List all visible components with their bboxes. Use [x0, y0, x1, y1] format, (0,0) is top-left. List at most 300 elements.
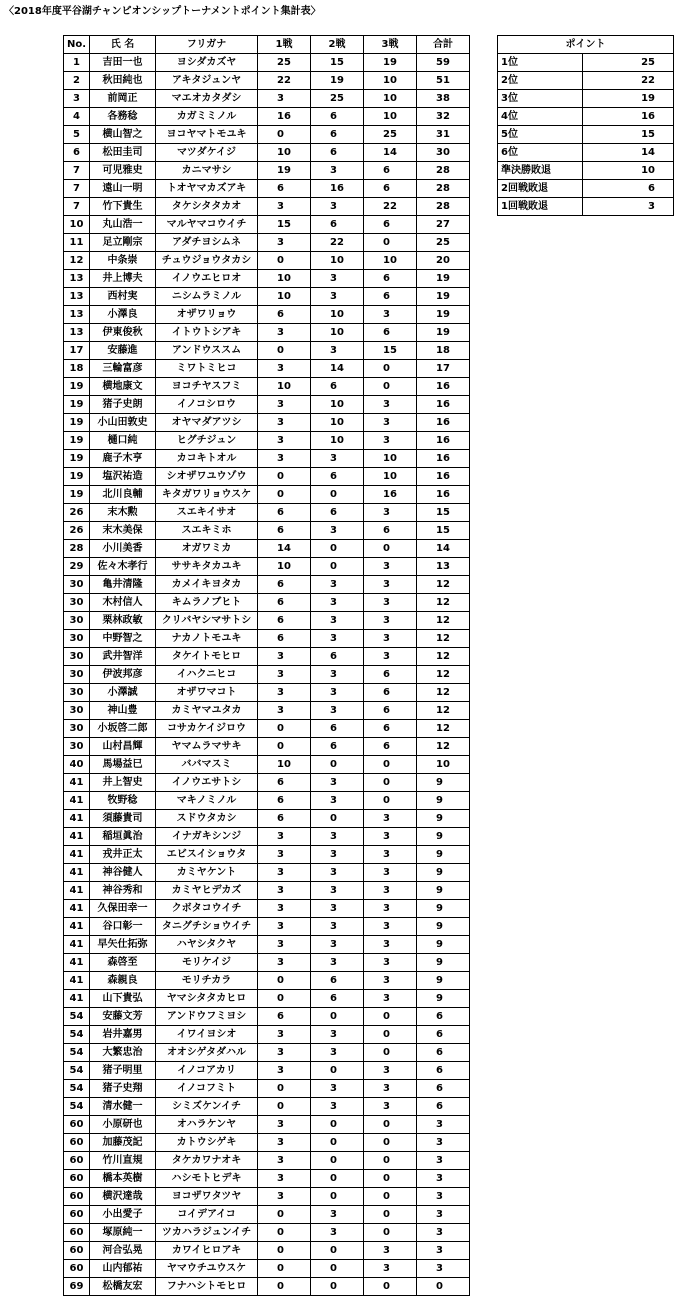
round1-cell: 6 — [258, 810, 311, 828]
rank-cell: 54 — [64, 1062, 90, 1080]
round3-cell: 0 — [364, 378, 417, 396]
round3-cell: 6 — [364, 270, 417, 288]
round1-cell: 3 — [258, 828, 311, 846]
rank-cell: 54 — [64, 1080, 90, 1098]
round2-cell: 6 — [311, 216, 364, 234]
round2-cell: 0 — [311, 810, 364, 828]
total-cell: 38 — [417, 90, 470, 108]
total-cell: 16 — [417, 432, 470, 450]
table-row — [64, 270, 470, 288]
round3-cell: 3 — [364, 990, 417, 1008]
table-row — [64, 972, 470, 990]
name-cell: 小原研也 — [90, 1116, 156, 1134]
round1-cell: 3 — [258, 684, 311, 702]
table-row — [64, 504, 470, 522]
round1-cell: 3 — [258, 432, 311, 450]
total-cell: 3 — [417, 1134, 470, 1152]
header-total: 合計 — [417, 36, 470, 54]
total-cell: 12 — [417, 630, 470, 648]
table-row — [64, 1260, 470, 1278]
total-cell: 3 — [417, 1152, 470, 1170]
placement-points: 15 — [583, 126, 674, 144]
furigana-cell: ヒグチジュン — [156, 432, 258, 450]
rank-cell: 26 — [64, 504, 90, 522]
furigana-cell: マツダケイジ — [156, 144, 258, 162]
furigana-cell: スドウタカシ — [156, 810, 258, 828]
table-row — [64, 954, 470, 972]
furigana-cell: アンドウフミヨシ — [156, 1008, 258, 1026]
furigana-cell: マキノミノル — [156, 792, 258, 810]
table-row — [64, 1278, 470, 1296]
rank-cell: 30 — [64, 666, 90, 684]
furigana-cell: シミズケンイチ — [156, 1098, 258, 1116]
rank-cell: 10 — [64, 216, 90, 234]
round2-cell: 0 — [311, 1170, 364, 1188]
rank-cell: 41 — [64, 936, 90, 954]
point-rules-body — [498, 54, 674, 216]
furigana-cell: クリバヤシマサトシ — [156, 612, 258, 630]
round1-cell: 6 — [258, 180, 311, 198]
round1-cell: 3 — [258, 1170, 311, 1188]
table-row — [64, 90, 470, 108]
name-cell: 末木勲 — [90, 504, 156, 522]
table-row — [64, 1206, 470, 1224]
furigana-cell: オガワミカ — [156, 540, 258, 558]
round2-cell: 0 — [311, 540, 364, 558]
round3-cell: 3 — [364, 504, 417, 522]
name-cell: 小山田敦史 — [90, 414, 156, 432]
round2-cell: 10 — [311, 396, 364, 414]
table-row — [64, 486, 470, 504]
total-cell: 9 — [417, 846, 470, 864]
rank-cell: 19 — [64, 486, 90, 504]
total-cell: 12 — [417, 702, 470, 720]
round3-cell: 3 — [364, 972, 417, 990]
round1-cell: 25 — [258, 54, 311, 72]
round1-cell: 0 — [258, 126, 311, 144]
name-cell: 木村信人 — [90, 594, 156, 612]
rank-cell: 7 — [64, 162, 90, 180]
round3-cell: 10 — [364, 450, 417, 468]
total-cell: 28 — [417, 198, 470, 216]
round3-cell: 3 — [364, 630, 417, 648]
table-row — [64, 1116, 470, 1134]
total-cell: 9 — [417, 864, 470, 882]
table-row — [64, 792, 470, 810]
round2-cell: 6 — [311, 720, 364, 738]
rank-cell: 5 — [64, 126, 90, 144]
total-cell: 9 — [417, 936, 470, 954]
name-cell: 足立剛宗 — [90, 234, 156, 252]
name-cell: 横山智之 — [90, 126, 156, 144]
total-cell: 6 — [417, 1098, 470, 1116]
round2-cell: 10 — [311, 414, 364, 432]
table-row — [64, 1134, 470, 1152]
furigana-cell: キタガワリョウスケ — [156, 486, 258, 504]
round2-cell: 0 — [311, 1188, 364, 1206]
rank-cell: 60 — [64, 1134, 90, 1152]
furigana-cell: オザワリョウ — [156, 306, 258, 324]
table-row — [64, 936, 470, 954]
furigana-cell: イノコシロウ — [156, 396, 258, 414]
table-row — [64, 324, 470, 342]
total-cell: 9 — [417, 774, 470, 792]
furigana-cell: ツカハラジュンイチ — [156, 1224, 258, 1242]
round3-cell: 3 — [364, 954, 417, 972]
round3-cell: 3 — [364, 864, 417, 882]
rank-cell: 41 — [64, 882, 90, 900]
round2-cell: 10 — [311, 252, 364, 270]
round3-cell: 19 — [364, 54, 417, 72]
total-cell: 9 — [417, 900, 470, 918]
round2-cell: 3 — [311, 666, 364, 684]
table-row — [64, 180, 470, 198]
name-cell: 竹下貴生 — [90, 198, 156, 216]
name-cell: 安藤進 — [90, 342, 156, 360]
name-cell: 小出愛子 — [90, 1206, 156, 1224]
round2-cell: 3 — [311, 1224, 364, 1242]
rank-cell: 41 — [64, 846, 90, 864]
total-cell: 12 — [417, 594, 470, 612]
round1-cell: 3 — [258, 666, 311, 684]
placement-label: 2位 — [498, 72, 583, 90]
rank-cell: 28 — [64, 540, 90, 558]
table-row — [64, 1188, 470, 1206]
round3-cell: 3 — [364, 1098, 417, 1116]
name-cell: 森啓至 — [90, 954, 156, 972]
furigana-cell: オヤマダアツシ — [156, 414, 258, 432]
round2-cell: 3 — [311, 1080, 364, 1098]
table-row — [64, 540, 470, 558]
rank-cell: 30 — [64, 630, 90, 648]
round2-cell: 6 — [311, 144, 364, 162]
table-row — [64, 1008, 470, 1026]
furigana-cell: エビスイショウタ — [156, 846, 258, 864]
round3-cell: 0 — [364, 774, 417, 792]
round3-cell: 3 — [364, 828, 417, 846]
round3-cell: 0 — [364, 1026, 417, 1044]
name-cell: 塚原純一 — [90, 1224, 156, 1242]
round3-cell: 0 — [364, 1152, 417, 1170]
name-cell: 中野智之 — [90, 630, 156, 648]
total-cell: 6 — [417, 1062, 470, 1080]
round3-cell: 0 — [364, 1170, 417, 1188]
round2-cell: 3 — [311, 342, 364, 360]
name-cell: 橋本英樹 — [90, 1170, 156, 1188]
round3-cell: 6 — [364, 738, 417, 756]
rank-cell: 41 — [64, 954, 90, 972]
round2-cell: 3 — [311, 936, 364, 954]
round1-cell: 10 — [258, 144, 311, 162]
furigana-cell: ハシモトヒデキ — [156, 1170, 258, 1188]
name-cell: 神谷秀和 — [90, 882, 156, 900]
placement-points: 22 — [583, 72, 674, 90]
round3-cell: 6 — [364, 216, 417, 234]
rank-cell: 41 — [64, 810, 90, 828]
table-row — [64, 576, 470, 594]
round3-cell: 22 — [364, 198, 417, 216]
name-cell: 松田圭司 — [90, 144, 156, 162]
round1-cell: 6 — [258, 1008, 311, 1026]
table-row — [64, 648, 470, 666]
total-cell: 16 — [417, 396, 470, 414]
round1-cell: 0 — [258, 252, 311, 270]
total-cell: 25 — [417, 234, 470, 252]
name-cell: 清水健一 — [90, 1098, 156, 1116]
round3-cell: 10 — [364, 468, 417, 486]
total-cell: 12 — [417, 684, 470, 702]
round1-cell: 14 — [258, 540, 311, 558]
point-rule-row — [498, 144, 674, 162]
round2-cell: 3 — [311, 954, 364, 972]
name-cell: 吉田一也 — [90, 54, 156, 72]
total-cell: 15 — [417, 522, 470, 540]
round1-cell: 3 — [258, 900, 311, 918]
table-row — [64, 612, 470, 630]
round2-cell: 25 — [311, 90, 364, 108]
round3-cell: 3 — [364, 558, 417, 576]
rank-cell: 60 — [64, 1170, 90, 1188]
round1-cell: 0 — [258, 1098, 311, 1116]
name-cell: 西村実 — [90, 288, 156, 306]
table-row — [64, 846, 470, 864]
table-row — [64, 810, 470, 828]
round3-cell: 0 — [364, 792, 417, 810]
furigana-cell: カワイヒロアキ — [156, 1242, 258, 1260]
name-cell: 井上智史 — [90, 774, 156, 792]
round3-cell: 3 — [364, 882, 417, 900]
furigana-cell: イノコアカリ — [156, 1062, 258, 1080]
rank-cell: 30 — [64, 648, 90, 666]
total-cell: 9 — [417, 918, 470, 936]
round3-cell: 10 — [364, 90, 417, 108]
total-cell: 17 — [417, 360, 470, 378]
table-row — [64, 252, 470, 270]
round3-cell: 3 — [364, 396, 417, 414]
round2-cell: 3 — [311, 774, 364, 792]
name-cell: 末木美保 — [90, 522, 156, 540]
round3-cell: 3 — [364, 306, 417, 324]
header-furigana: フリガナ — [156, 36, 258, 54]
point-rule-row — [498, 108, 674, 126]
rank-cell: 29 — [64, 558, 90, 576]
round3-cell: 0 — [364, 1224, 417, 1242]
total-cell: 31 — [417, 126, 470, 144]
round2-cell: 0 — [311, 1260, 364, 1278]
name-cell: 北川良輔 — [90, 486, 156, 504]
total-cell: 18 — [417, 342, 470, 360]
table-row — [64, 1026, 470, 1044]
round1-cell: 0 — [258, 342, 311, 360]
rank-cell: 19 — [64, 432, 90, 450]
round2-cell: 3 — [311, 684, 364, 702]
round1-cell: 15 — [258, 216, 311, 234]
furigana-cell: カトウシゲキ — [156, 1134, 258, 1152]
round1-cell: 3 — [258, 1134, 311, 1152]
name-cell: 岩井嘉男 — [90, 1026, 156, 1044]
rank-cell: 19 — [64, 396, 90, 414]
total-cell: 3 — [417, 1170, 470, 1188]
round2-cell: 0 — [311, 1242, 364, 1260]
round1-cell: 10 — [258, 378, 311, 396]
placement-label: 3位 — [498, 90, 583, 108]
round1-cell: 3 — [258, 846, 311, 864]
round1-cell: 3 — [258, 360, 311, 378]
name-cell: 谷口彰一 — [90, 918, 156, 936]
total-cell: 9 — [417, 990, 470, 1008]
name-cell: 久保田幸一 — [90, 900, 156, 918]
table-row — [64, 198, 470, 216]
name-cell: 森親良 — [90, 972, 156, 990]
round1-cell: 3 — [258, 1188, 311, 1206]
table-row — [64, 1044, 470, 1062]
name-cell: 加藤茂記 — [90, 1134, 156, 1152]
placement-points: 10 — [583, 162, 674, 180]
round3-cell: 3 — [364, 432, 417, 450]
placement-label: 5位 — [498, 126, 583, 144]
rank-cell: 41 — [64, 864, 90, 882]
table-row — [64, 738, 470, 756]
round1-cell: 0 — [258, 1242, 311, 1260]
total-cell: 0 — [417, 1278, 470, 1296]
furigana-cell: イワイヨシオ — [156, 1026, 258, 1044]
placement-points: 14 — [583, 144, 674, 162]
table-row — [64, 918, 470, 936]
furigana-cell: マエオカタダシ — [156, 90, 258, 108]
furigana-cell: タケシタタカオ — [156, 198, 258, 216]
rank-cell: 30 — [64, 594, 90, 612]
round2-cell: 3 — [311, 270, 364, 288]
table-row — [64, 684, 470, 702]
total-cell: 3 — [417, 1116, 470, 1134]
total-cell: 32 — [417, 108, 470, 126]
round1-cell: 0 — [258, 738, 311, 756]
table-row — [64, 414, 470, 432]
round1-cell: 10 — [258, 756, 311, 774]
round2-cell: 0 — [311, 486, 364, 504]
furigana-cell: タケイトモヒロ — [156, 648, 258, 666]
name-cell: 小澤誠 — [90, 684, 156, 702]
round1-cell: 3 — [258, 1116, 311, 1134]
round1-cell: 0 — [258, 1080, 311, 1098]
total-cell: 14 — [417, 540, 470, 558]
name-cell: 猪子明里 — [90, 1062, 156, 1080]
round2-cell: 22 — [311, 234, 364, 252]
round2-cell: 3 — [311, 522, 364, 540]
name-cell: 塩沢祐造 — [90, 468, 156, 486]
furigana-cell: イノウエヒロオ — [156, 270, 258, 288]
round3-cell: 6 — [364, 522, 417, 540]
round1-cell: 3 — [258, 1152, 311, 1170]
table-row — [64, 1080, 470, 1098]
table-row — [64, 216, 470, 234]
round3-cell: 0 — [364, 1008, 417, 1026]
rank-cell: 2 — [64, 72, 90, 90]
furigana-cell: カニマサシ — [156, 162, 258, 180]
round1-cell: 3 — [258, 1062, 311, 1080]
rank-cell: 11 — [64, 234, 90, 252]
table-row — [64, 990, 470, 1008]
rank-cell: 30 — [64, 702, 90, 720]
round2-cell: 3 — [311, 450, 364, 468]
round2-cell: 6 — [311, 126, 364, 144]
table-row — [64, 774, 470, 792]
point-rules-header: ポイント — [498, 36, 674, 54]
round1-cell: 0 — [258, 972, 311, 990]
furigana-cell: イノウエサトシ — [156, 774, 258, 792]
furigana-cell: クボタコウイチ — [156, 900, 258, 918]
round3-cell: 0 — [364, 360, 417, 378]
furigana-cell: ババマスミ — [156, 756, 258, 774]
name-cell: 松橋友宏 — [90, 1278, 156, 1296]
round2-cell: 10 — [311, 306, 364, 324]
name-cell: 戎井正太 — [90, 846, 156, 864]
round1-cell: 16 — [258, 108, 311, 126]
rank-cell: 13 — [64, 324, 90, 342]
rank-cell: 17 — [64, 342, 90, 360]
furigana-cell: ササキタカユキ — [156, 558, 258, 576]
round1-cell: 3 — [258, 918, 311, 936]
round3-cell: 3 — [364, 414, 417, 432]
page-title: 〈2018年度平谷湖チャンピオンシップトーナメントポイント集計表〉 — [4, 6, 321, 17]
round3-cell: 10 — [364, 252, 417, 270]
point-rule-row — [498, 72, 674, 90]
furigana-cell: トオヤマカズアキ — [156, 180, 258, 198]
header-round1: 1戦 — [258, 36, 311, 54]
round1-cell: 6 — [258, 576, 311, 594]
table-row — [64, 900, 470, 918]
table-row — [64, 306, 470, 324]
rank-cell: 13 — [64, 306, 90, 324]
point-rule-row — [498, 162, 674, 180]
round1-cell: 6 — [258, 594, 311, 612]
table-row — [64, 828, 470, 846]
rank-cell: 54 — [64, 1044, 90, 1062]
table-row — [64, 630, 470, 648]
round2-cell: 10 — [311, 432, 364, 450]
total-cell: 30 — [417, 144, 470, 162]
rank-cell: 41 — [64, 918, 90, 936]
table-row — [64, 450, 470, 468]
table-row — [64, 468, 470, 486]
table-row — [64, 360, 470, 378]
name-cell: 伊東俊秋 — [90, 324, 156, 342]
round3-cell: 10 — [364, 108, 417, 126]
round2-cell: 6 — [311, 504, 364, 522]
round1-cell: 3 — [258, 234, 311, 252]
header-no: No. — [64, 36, 90, 54]
rank-cell: 60 — [64, 1260, 90, 1278]
furigana-cell: コイデアイコ — [156, 1206, 258, 1224]
rank-cell: 60 — [64, 1224, 90, 1242]
furigana-cell: タケカワナオキ — [156, 1152, 258, 1170]
furigana-cell: アキタジュンヤ — [156, 72, 258, 90]
round2-cell: 6 — [311, 648, 364, 666]
placement-points: 6 — [583, 180, 674, 198]
table-row — [64, 756, 470, 774]
name-cell: 佐々木孝行 — [90, 558, 156, 576]
round2-cell: 0 — [311, 1062, 364, 1080]
total-cell: 6 — [417, 1080, 470, 1098]
round1-cell: 19 — [258, 162, 311, 180]
rank-cell: 41 — [64, 972, 90, 990]
table-row — [64, 288, 470, 306]
rank-cell: 30 — [64, 738, 90, 756]
round2-cell: 3 — [311, 882, 364, 900]
rank-cell: 1 — [64, 54, 90, 72]
round3-cell: 3 — [364, 648, 417, 666]
point-rule-row — [498, 180, 674, 198]
